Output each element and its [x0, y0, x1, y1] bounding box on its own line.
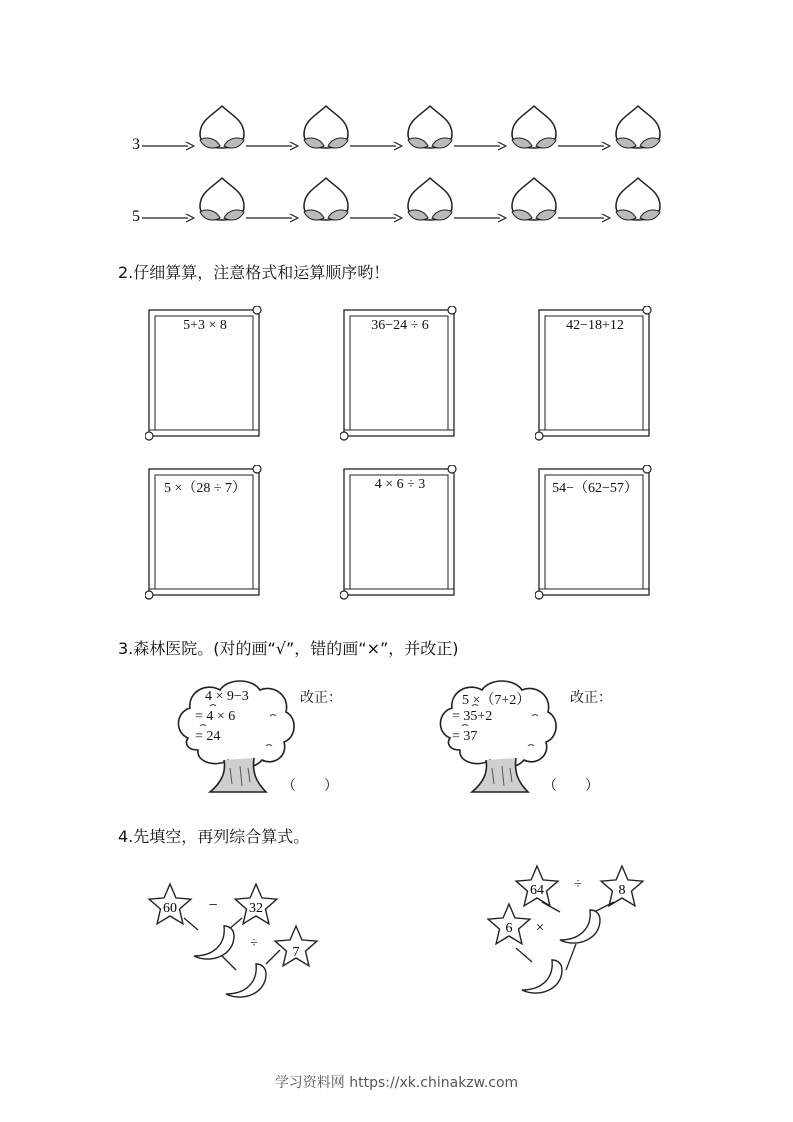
tree-line: = 37 — [452, 729, 478, 744]
board-expression: 36−24 ÷ 6 — [371, 318, 429, 333]
moon-icon — [226, 964, 266, 997]
peach-icon — [408, 178, 452, 220]
peach-row-2 — [140, 172, 670, 232]
peach-icon — [304, 106, 348, 148]
chain-start-number: 5 — [132, 208, 140, 225]
peach-icon — [512, 106, 556, 148]
star-value: 8 — [618, 883, 626, 898]
peach-icon — [200, 178, 244, 220]
star-value: 7 — [292, 945, 300, 960]
tree-line: = 35+2 — [452, 709, 493, 724]
peach-icon — [304, 178, 348, 220]
moon-icon — [194, 926, 234, 959]
peach-icon — [512, 178, 556, 220]
peach-icon — [616, 178, 660, 220]
moon-icon — [522, 960, 562, 993]
tree-line: 4 × 9−3 — [205, 689, 249, 704]
tree-line: 5 ×（7+2） — [462, 693, 531, 708]
section-2-title: 2.仔细算算，注意格式和运算顺序哟！ — [118, 263, 390, 282]
tree-line: = 24 — [195, 729, 221, 744]
footer-watermark: 学习资料网 https://xk.chinakzw.com — [274, 1075, 519, 1091]
fix-label: 改正： — [300, 691, 342, 706]
tree-line: = 4 × 6 — [195, 709, 236, 724]
operator: ÷ — [574, 877, 582, 892]
star-value: 6 — [505, 921, 513, 936]
peach-icon — [408, 106, 452, 148]
operator: × — [535, 920, 545, 936]
board-expression: 4 × 6 ÷ 3 — [374, 477, 426, 492]
board-expression: 54−（62−57） — [552, 481, 638, 496]
peach-row-1 — [140, 100, 670, 160]
star-value: 60 — [163, 901, 177, 916]
section-4-title: 4.先填空，再列综合算式。 — [118, 827, 310, 846]
star-moon-diagram-right — [480, 860, 660, 1000]
fix-label: 改正： — [570, 691, 612, 706]
peach-icon — [200, 106, 244, 148]
moon-icon — [560, 910, 600, 943]
chain-start-number: 3 — [132, 136, 140, 153]
section-3-title: 3.森林医院。(对的画“√”，错的画“×”，并改正) — [118, 639, 459, 658]
answer-parenthesis[interactable]: （ ） — [282, 779, 338, 794]
star-value: 32 — [249, 901, 263, 916]
star-moon-diagram-left — [130, 860, 340, 1000]
answer-parenthesis[interactable]: （ ） — [543, 779, 599, 794]
board-expression: 42−18+12 — [566, 318, 624, 333]
operator: ÷ — [250, 936, 258, 951]
peach-icon — [616, 106, 660, 148]
star-value: 64 — [530, 883, 544, 898]
board-expression: 5+3 × 8 — [183, 318, 227, 333]
operator: − — [208, 897, 218, 914]
board-expression: 5 ×（28 ÷ 7） — [163, 481, 247, 496]
